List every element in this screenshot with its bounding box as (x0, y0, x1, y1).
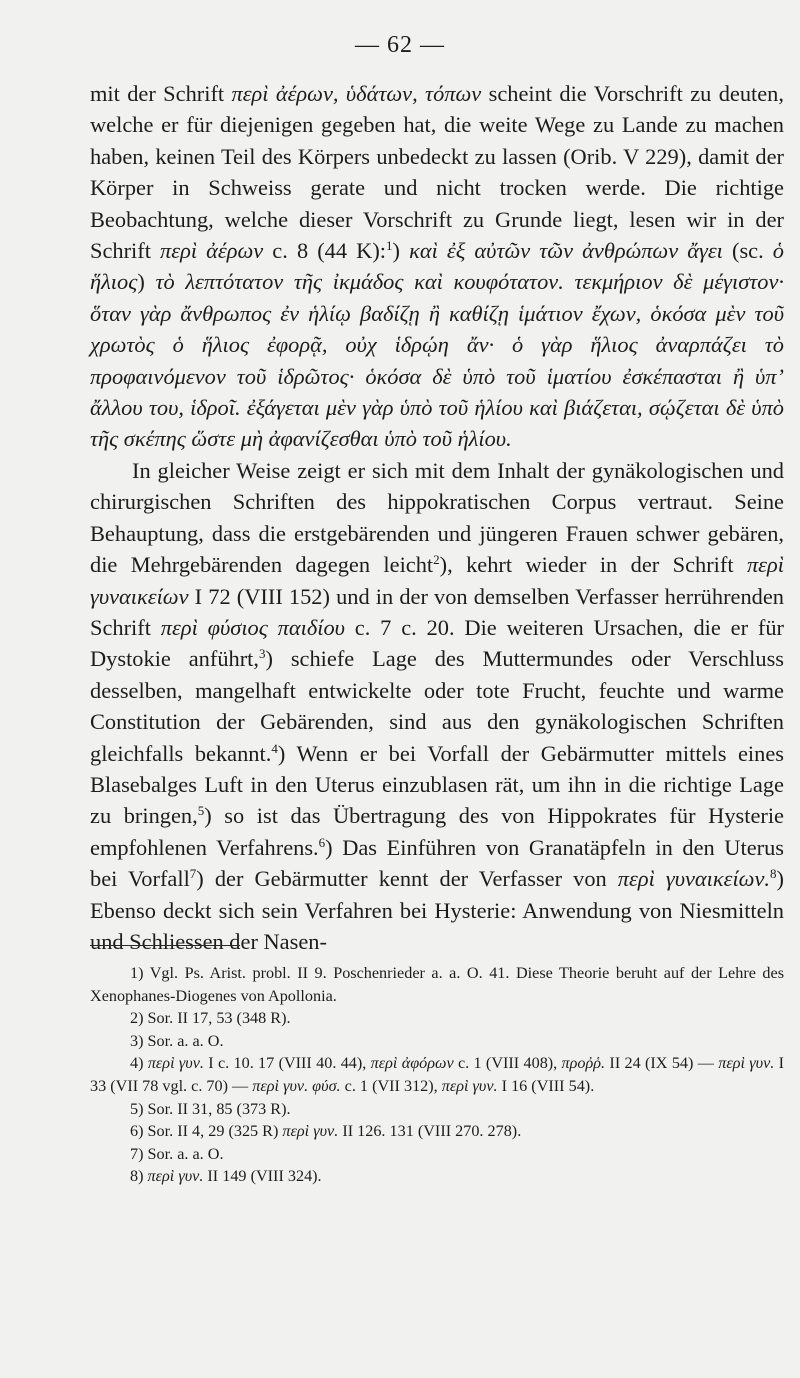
footnote (90, 1098, 784, 1121)
text-run: c. 1 (VII 312), (340, 1076, 442, 1095)
text-run: I 33 (VII 78 vgl. c. 70) — (90, 1054, 785, 1095)
text-run: 8) (130, 1167, 148, 1186)
greek-text: περὶ γυν. (718, 1054, 775, 1073)
greek-text: περὶ φύσιος παιδίου (160, 614, 345, 640)
text-run: In gleicher Weise zeigt er sich mit dem Inhalt der gynäkologischen und chirurgischen Schriften des hippokratischen Corpus vertraut. Seine Behauptung, dass die erstgebärenden und jüngeren Frauen schwer gebären, die Mehrgebärenden dagegen leicht (90, 457, 784, 578)
text-run: 2) Sor. II 17, 53 (348 R). (130, 1009, 291, 1028)
text-run: 3) Sor. a. a. O. (130, 1031, 224, 1050)
greek-text: καὶ ἐξ αὐτῶν τῶν ἀνθρώπων ἄγει (409, 238, 723, 264)
footnote (90, 1030, 784, 1053)
footnote-ref: 5 (197, 803, 205, 819)
text-run: 7) Sor. a. a. O. (130, 1144, 224, 1163)
paragraph (90, 455, 784, 958)
text-run: II 149 (VIII 324). (203, 1167, 322, 1186)
footnote (90, 1052, 784, 1097)
greek-text: ὁ ἥλιος (90, 238, 784, 295)
text-run: mit der Schrift (90, 81, 232, 106)
text-run: II 24 (IX 54) — (605, 1054, 719, 1073)
footnote-ref: 4 (271, 740, 278, 756)
greek-text: περὶ γυν. φύσ. (252, 1076, 341, 1095)
text-run: scheint die Vorschrift zu deuten, welche er für diejenigen gegeben hat, die weite Wege zu Lande zu machen haben, keinen Teil des Körpers unbedeckt zu lassen (Orib. V 229), damit der Körper in Schweiss gerate und nicht trocken werde. Die richtige Beobachtung, welche dieser Vorschrift zu Grunde liegt, lesen wir in der Schrift (90, 81, 784, 264)
greek-text: περὶ γυν. (282, 1122, 339, 1141)
footnote-ref: 3 (259, 646, 266, 662)
footnotes (90, 962, 784, 1188)
text-run: 5) Sor. II 31, 85 (373 R). (130, 1099, 291, 1118)
text-run: II 126. 131 (VIII 270. 278). (338, 1122, 522, 1141)
greek-text: τὸ λεπτότατον τῆς ἰκμάδος καὶ κουφότατον. τεκμήριον δὲ μέγιστον· ὅταν γὰρ ἄνθρωπος ἐν ἡλίῳ βαδίζῃ ἢ καθίζῃ ἱμάτιον ἔχων, ὁκόσα μὲν τοῦ χρωτὸς ὁ ἥλιος ἐφορᾷ, οὐχ ἱδρῴη ἄν· ὁ γὰρ ἥλιος ἀναρπάζει τὸ προφαινόμενον τοῦ ἱδρῶτος· ὁκόσα δὲ ὑπὸ τοῦ ἱματίου ἐσκέπασται ἢ ὑπ’ ἄλλου του, ἱδροῖ. ἐξάγεται μὲν γὰρ ὑπὸ τοῦ ἡλίου καὶ βιάζεται, σῴζεται δὲ ὑπὸ τῆς σκέπης ὥστε μὴ ἀφανίζεσθαι ὑπὸ τοῦ ἡλίου. (90, 269, 784, 452)
footnote-separator (90, 945, 240, 946)
text-run: I 72 (VIII 152) und in der von demselben Verfasser herrührenden Schrift (90, 583, 784, 640)
greek-text: προῤῥ. (561, 1054, 606, 1073)
text-run: 6) Sor. II 4, 29 (325 R) (130, 1122, 283, 1141)
page-number: — 62 — (355, 32, 445, 58)
footnote-ref: 8 (770, 866, 777, 882)
text-run: ) schiefe Lage des Muttermundes oder Verschluss desselben, mangelhaft entwickelte oder tote Frucht, feuchte und warme Constitution der Gebärenden, sind aus den gynäkologischen Schriften gleichfalls bekannt. (90, 646, 784, 766)
text-run: I c. 10. 17 (VIII 40. 44), (203, 1054, 371, 1073)
text-run: ) (137, 269, 156, 295)
footnote (90, 1143, 784, 1166)
text-run: 1) Vgl. Ps. Arist. probl. II 9. Poschenrieder a. a. O. 41. Diese Theorie beruht auf der Lehre des Xenophanes-Diogenes von Apollonia. (90, 964, 784, 1005)
greek-text: περὶ γυναικείων. (617, 866, 771, 892)
text-run: (sc. (722, 238, 773, 264)
text-run: I 16 (VIII 54). (497, 1076, 595, 1095)
footnote (90, 962, 784, 1007)
text-run: c. 7 c. 20. Die weiteren Ursachen, die er für Dystokie anführt, (90, 614, 784, 672)
footnote-ref: 1 (386, 238, 393, 254)
footnote (90, 1007, 784, 1030)
body-text (90, 78, 784, 957)
greek-text: περὶ γυναικείων (90, 552, 784, 609)
footnote (90, 1120, 784, 1143)
greek-text: περὶ γυν. (441, 1076, 498, 1095)
text-run: ), kehrt wieder in der Schrift (439, 552, 747, 578)
text-run: ) (392, 238, 410, 264)
text-run: c. 1 (VIII 408), (453, 1054, 562, 1073)
text-run: 4) (130, 1054, 148, 1073)
text-run: ) Ebenso deckt sich sein Verfahren bei Hysterie: Anwendung von Niesmitteln und Schliessen der Nasen- (90, 866, 784, 954)
text-run: ) so ist das Übertragung des von Hippokrates für Hysterie empfohlenen Verfahrens. (90, 803, 784, 860)
greek-text: περὶ ἀέρων, ὑδάτων, τόπων (231, 81, 482, 106)
text-run: c. 8 (44 K): (263, 238, 387, 264)
greek-text: περὶ ἀφόρων (370, 1054, 454, 1073)
footnote-ref: 6 (318, 834, 326, 850)
footnote-ref: 2 (433, 552, 440, 568)
text-run: ) Wenn er bei Vorfall der Gebärmutter mittels eines Blasebalges Luft in den Uterus einzublasen rät, um ihn in die richtige Lage zu bringen, (90, 740, 784, 829)
footnote (90, 1165, 784, 1188)
greek-text: περὶ γυν. (147, 1167, 204, 1186)
text-run: ) der Gebärmutter kennt der Verfasser von (196, 866, 618, 892)
paragraph (90, 78, 784, 455)
greek-text: περὶ ἀέρων (160, 238, 264, 264)
greek-text: περὶ γυν. (147, 1054, 204, 1073)
text-run: ) Das Einführen von Granatäpfeln in den Uterus bei Vorfall (90, 834, 784, 892)
footnote-ref: 7 (189, 866, 197, 882)
